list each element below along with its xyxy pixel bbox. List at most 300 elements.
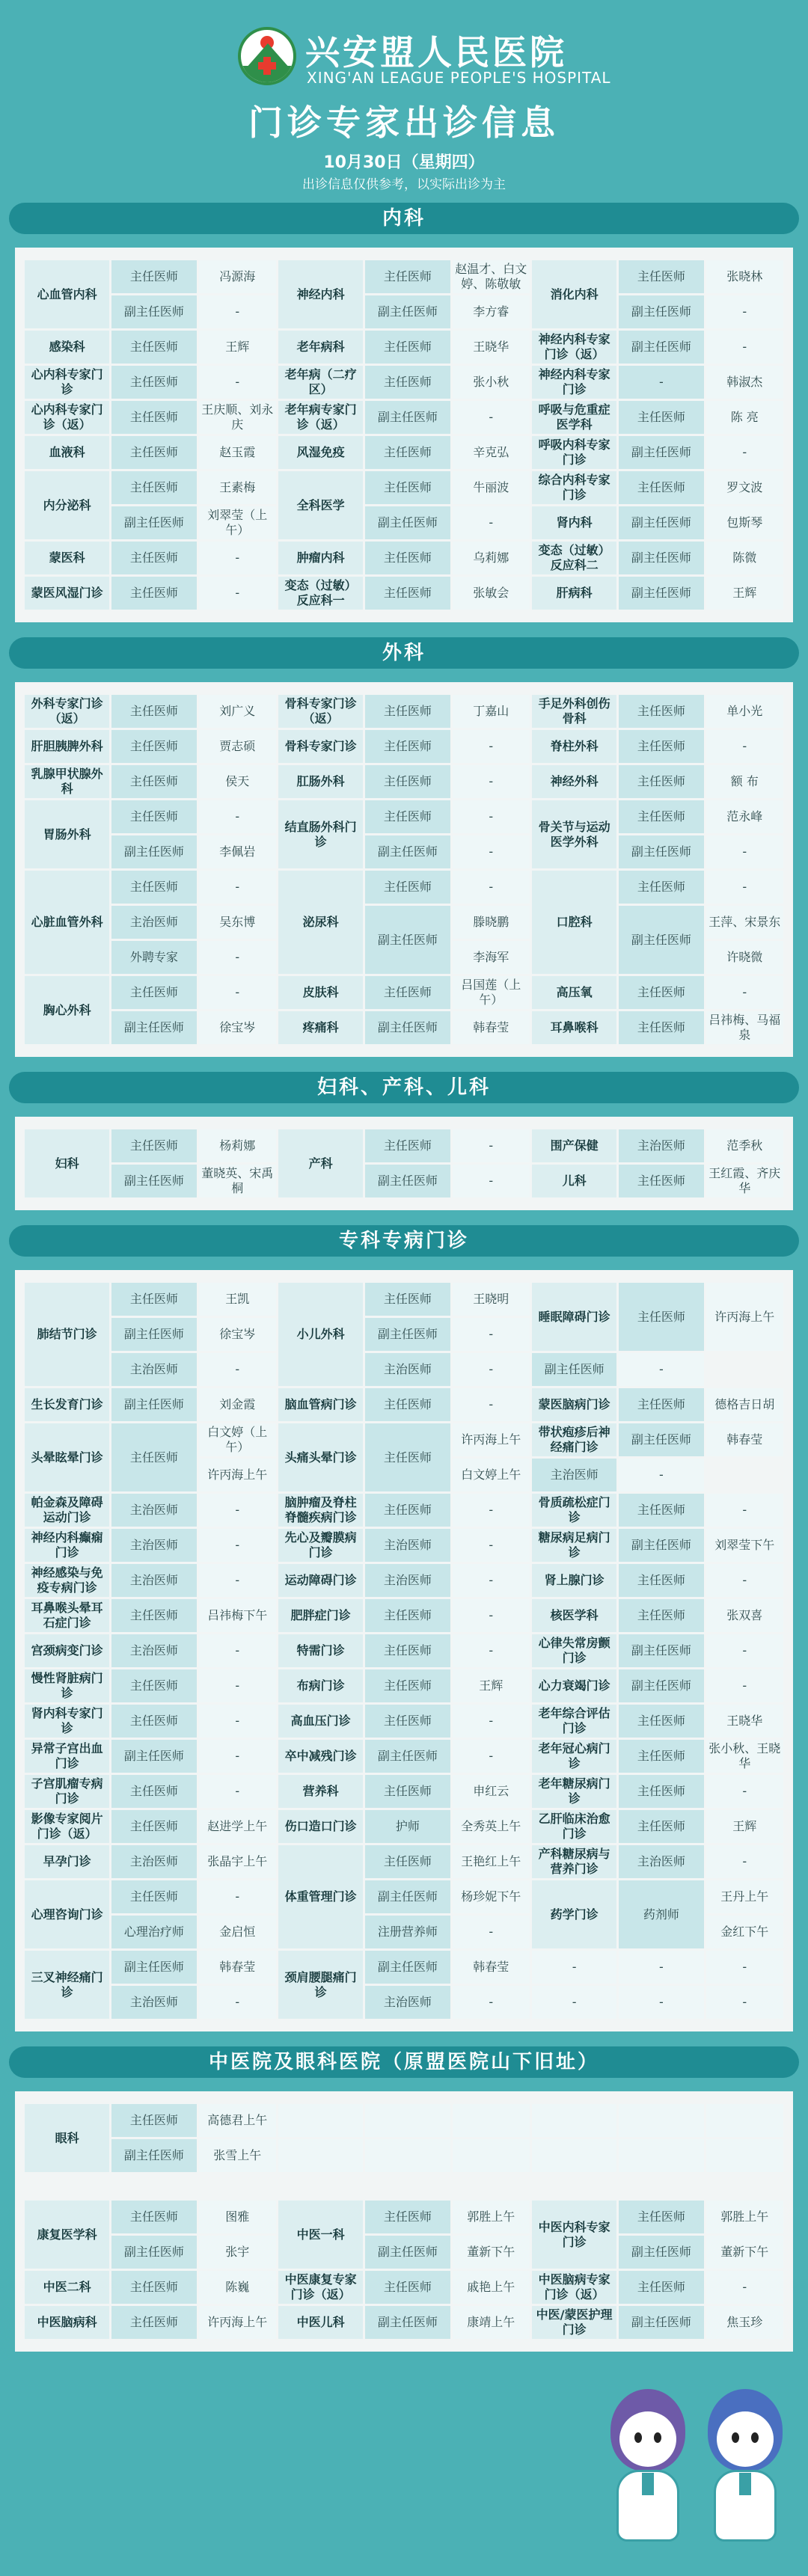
doctor-title-cell: 主任医师	[111, 2201, 196, 2233]
doctor-title-cell: 副主任医师	[111, 1388, 196, 1421]
empty-cell	[706, 2104, 783, 2137]
table-row	[25, 1599, 783, 1632]
doctor-title-cell: 主任医师	[111, 1880, 196, 1913]
schedule-date: 10月30日（星期四）	[323, 153, 485, 172]
doctor-name-cell: -	[199, 1986, 276, 2019]
doctor-name-cell: 吕祎梅下午	[199, 1599, 276, 1632]
doctor-title-cell: 主任医师	[619, 1599, 703, 1632]
empty-cell	[453, 2139, 530, 2172]
doctor-name-cell: 单小光	[706, 695, 783, 728]
doctor-name-cell: -	[706, 331, 783, 364]
doctor-title-cell: 主任医师	[365, 1283, 450, 1316]
doctor-title-cell: 副主任医师	[365, 1880, 450, 1913]
doctor-title-cell: 主任医师	[111, 1705, 196, 1738]
doctor-name-cell: 乌莉娜	[453, 542, 530, 574]
table-row	[25, 1880, 783, 1913]
doctor-name-cell: 陈微	[706, 542, 783, 574]
doctor-name-cell: -	[706, 295, 783, 328]
department-cell: 心律失常房颤门诊	[532, 1634, 616, 1667]
doctor-title-cell: 主治医师	[111, 1564, 196, 1597]
doctor-name-cell: -	[619, 1353, 703, 1386]
empty-cell	[365, 2139, 450, 2172]
department-cell: 三叉神经痛门诊	[25, 1951, 109, 2019]
table-row	[25, 1564, 783, 1597]
table-row	[25, 2174, 783, 2198]
doctor-name-cell: 李佩岩	[199, 835, 276, 868]
table-row	[25, 295, 783, 328]
department-cell: 消化内科	[532, 260, 616, 328]
doctor-title-cell: 主任医师	[365, 1775, 450, 1808]
table-row	[25, 1740, 783, 1773]
doctor-title-cell: 主任医师	[111, 331, 196, 364]
doctor-name-cell: 吕祎梅、马福泉	[706, 1011, 783, 1044]
doctor-title-cell: 主任医师	[619, 1740, 703, 1773]
empty-cell	[619, 2139, 703, 2172]
doctor-title-cell: 主任医师	[111, 2271, 196, 2304]
doctor-name-cell: -	[453, 1165, 530, 1197]
table-row	[25, 1951, 783, 1984]
doctor-title-cell: 主任医师	[365, 800, 450, 833]
section-header: 中医院及眼科医院（原盟医院山下旧址）	[9, 2046, 799, 2078]
doctor-title-cell: 副主任医师	[365, 401, 450, 434]
department-cell: 神经内科癫痫门诊	[25, 1529, 109, 1562]
doctor-name-cell: -	[199, 1740, 276, 1773]
doctor-name-cell: -	[453, 1494, 530, 1527]
section-header: 妇科、产科、儿科	[9, 1072, 799, 1103]
department-cell: 变态（过敏）反应科二	[532, 542, 616, 574]
doctor-title-cell: 主任医师	[619, 765, 703, 798]
doctor-name-cell: -	[619, 1951, 703, 1984]
hospital-name-en: XING'AN LEAGUE PEOPLE'S HOSPITAL	[307, 69, 611, 87]
doctor-title-cell: 副主任医师	[111, 1165, 196, 1197]
doctor-name-cell: 张敏会	[453, 577, 530, 610]
table-row	[25, 542, 783, 574]
department-cell: 胃肠外科	[25, 800, 109, 868]
department-cell: 肾内科专家门诊	[25, 1705, 109, 1738]
doctor-title-cell: 主任医师	[111, 1775, 196, 1808]
doctor-title-cell: 主任医师	[365, 1388, 450, 1421]
doctor-name-cell: 王辉	[706, 577, 783, 610]
doctor-title-cell: 主治医师	[365, 1564, 450, 1597]
doctor-title-cell: 主任医师	[111, 976, 196, 1009]
doctor-title-cell: 主任医师	[111, 471, 196, 504]
doctor-title-cell: 主任医师	[111, 1129, 196, 1162]
department-cell: 头痛头晕门诊	[278, 1423, 363, 1491]
doctor-name-cell: 王辉	[706, 1810, 783, 1843]
doctor-name-cell: 辛克弘	[453, 436, 530, 469]
department-cell: 内分泌科	[25, 471, 109, 539]
doctor-title-cell: 主治医师	[532, 1459, 616, 1491]
department-cell: 脑血管病门诊	[278, 1388, 363, 1421]
department-cell: 皮肤科	[278, 976, 363, 1009]
doctor-title-cell: 主任医师	[619, 471, 703, 504]
empty-cell	[278, 2104, 363, 2137]
doctor-title-cell: 主任医师	[619, 1564, 703, 1597]
doctor-name-cell: 徐宝岑	[199, 1318, 276, 1351]
doctor-title-cell: 副主任医师	[619, 1634, 703, 1667]
doctor-title-cell: 副主任医师	[111, 2139, 196, 2172]
department-cell: 老年病科	[278, 331, 363, 364]
department-cell: 蒙医脑病门诊	[532, 1388, 616, 1421]
doctor-name-cell: -	[453, 1740, 530, 1773]
department-cell: 先心及瓣膜病门诊	[278, 1529, 363, 1562]
table-row	[25, 1669, 783, 1702]
doctor-title-cell: 副主任医师	[619, 506, 703, 539]
department-cell: 骨科专家门诊（返）	[278, 695, 363, 728]
table-row	[25, 436, 783, 469]
doctor-title-cell: 副主任医师	[365, 835, 450, 868]
doctor-name-cell: 韩春莹	[453, 1951, 530, 1984]
department-cell: 帕金森及障碍运动门诊	[25, 1494, 109, 1527]
department-cell: 骨科专家门诊	[278, 730, 363, 763]
department-cell: 肾内科	[532, 506, 616, 539]
department-cell: 眼科	[25, 2104, 109, 2172]
doctor-name-cell: -	[199, 1529, 276, 1562]
doctor-name-cell: 额 布	[706, 765, 783, 798]
doctor-name-cell: 王晓华	[706, 1705, 783, 1738]
doctor-title-cell: 主任医师	[365, 765, 450, 798]
doctor-name-cell: 李海军	[453, 941, 530, 974]
department-cell: 心血管内科	[25, 260, 109, 328]
department-cell: 神经内科专家门诊（返）	[532, 331, 616, 364]
table-row	[25, 1845, 783, 1878]
doctor-title-cell: 副主任医师	[619, 1669, 703, 1702]
department-cell: 神经外科	[532, 765, 616, 798]
doctor-title-cell: 主任医师	[111, 1669, 196, 1702]
table-row	[25, 1529, 783, 1562]
schedule-table	[22, 258, 786, 612]
doctor-title-cell: 主任医师	[619, 2271, 703, 2304]
hospital-name: 兴安盟人民医院	[305, 32, 567, 73]
doctor-name-cell: -	[706, 1494, 783, 1527]
doctor-name-cell: 张宇	[199, 2236, 276, 2269]
doctor-name-cell: -	[706, 1986, 783, 2019]
doctor-title-cell: 主任医师	[619, 1165, 703, 1197]
doctor-name-cell: 焦玉珍	[706, 2306, 783, 2339]
doctor-name-cell: 包斯琴	[706, 506, 783, 539]
doctor-title-cell: 主任医师	[111, 1283, 196, 1316]
doctor-name-cell: 王艳红上午	[453, 1845, 530, 1878]
doctor-name-cell: -	[706, 835, 783, 868]
doctor-name-cell: 贾志硕	[199, 730, 276, 763]
doctor-name-cell: 韩春莹	[706, 1423, 783, 1456]
schedule-note: 出诊信息仅供参考，以实际出诊为主	[302, 177, 506, 192]
department-cell: 胸心外科	[25, 976, 109, 1044]
doctor-title-cell: 主任医师	[365, 577, 450, 610]
department-cell: 神经内科	[278, 260, 363, 328]
empty-cell	[453, 2104, 530, 2137]
table-row	[25, 471, 783, 504]
department-cell: 中医脑病专家门诊（返）	[532, 2271, 616, 2304]
table-row	[25, 2104, 783, 2137]
department-cell: 中医脑病科	[25, 2306, 109, 2339]
department-cell: 心脏血管外科	[25, 871, 109, 974]
doctor-name-cell: 图雅	[199, 2201, 276, 2233]
doctor-title-cell: 副主任医师	[365, 1011, 450, 1044]
doctor-title-cell: 主治医师	[111, 1494, 196, 1527]
department-cell: 营养科	[278, 1775, 363, 1808]
empty-cell	[278, 2139, 363, 2172]
department-cell: 肺结节门诊	[25, 1283, 109, 1386]
table-row	[25, 331, 783, 364]
department-cell: 脊柱外科	[532, 730, 616, 763]
doctor-title-cell: 主任医师	[619, 1810, 703, 1843]
department-cell: 综合内科专家门诊	[532, 471, 616, 504]
doctor-name-cell: -	[199, 1775, 276, 1808]
empty-cell	[706, 2139, 783, 2172]
doctor-title-cell: 主任医师	[365, 730, 450, 763]
doctor-title-cell: 主任医师	[619, 730, 703, 763]
department-cell: 感染科	[25, 331, 109, 364]
doctor-title-cell: 主任医师	[365, 871, 450, 904]
schedule-panel	[15, 682, 793, 1057]
doctor-name-cell: -	[453, 765, 530, 798]
table-row	[25, 1283, 783, 1316]
department-cell: 带状疱疹后神经痛门诊	[532, 1423, 616, 1456]
doctor-title-cell: 主任医师	[619, 800, 703, 833]
schedule-table	[22, 2102, 786, 2341]
doctor-title-cell: 副主任医师	[365, 1951, 450, 1984]
doctor-title-cell: 主治医师	[365, 1986, 450, 2019]
department-cell: 中医/蒙医护理门诊	[532, 2306, 616, 2339]
doctor-name-cell: 李方睿	[453, 295, 530, 328]
doctor-name-cell: 白文婷上午	[453, 1459, 530, 1491]
department-cell: 老年病专家门诊（返）	[278, 401, 363, 434]
doctor-name-cell: -	[706, 1845, 783, 1878]
table-row	[25, 1810, 783, 1843]
table-row	[25, 800, 783, 833]
table-row	[25, 366, 783, 399]
doctor-name-cell: -	[199, 871, 276, 904]
doctor-name-cell: 张小秋	[453, 366, 530, 399]
department-cell: 蒙医风湿门诊	[25, 577, 109, 610]
department-cell: 老年病（二疗区）	[278, 366, 363, 399]
mascot-doctor-icon	[603, 2389, 693, 2546]
doctor-title-cell: 主任医师	[619, 401, 703, 434]
doctor-name-cell: 王晓华	[453, 331, 530, 364]
doctor-name-cell: 韩春莹	[453, 1011, 530, 1044]
table-row	[25, 401, 783, 434]
doctor-name-cell: -	[199, 1634, 276, 1667]
doctor-name-cell: 郭胜上午	[706, 2201, 783, 2233]
doctor-name-cell: 王晓明	[453, 1283, 530, 1316]
table-row	[25, 260, 783, 293]
doctor-name-cell: 刘翠莹下午	[706, 1529, 783, 1562]
doctor-name-cell: -	[619, 1986, 703, 2019]
doctor-name-cell: 王萍、宋景东	[706, 906, 783, 939]
doctor-title-cell: 主任医师	[365, 436, 450, 469]
doctor-title-cell: 副主任医师	[365, 1740, 450, 1773]
department-cell: 手足外科创伤骨科	[532, 695, 616, 728]
department-cell: 糖尿病足病门诊	[532, 1529, 616, 1562]
department-cell: 乳腺甲状腺外科	[25, 765, 109, 798]
department-cell: 中医内科专家门诊	[532, 2201, 616, 2269]
doctor-title-cell: 主治医师	[111, 1986, 196, 2019]
doctor-name-cell: -	[199, 976, 276, 1009]
doctor-title-cell: 主任医师	[365, 2201, 450, 2233]
doctor-title-cell: 主治医师	[111, 906, 196, 939]
doctor-title-cell: 主任医师	[619, 976, 703, 1009]
doctor-name-cell: -	[453, 1705, 530, 1738]
doctor-name-cell: -	[706, 976, 783, 1009]
doctor-name-cell: -	[706, 1634, 783, 1667]
doctor-title-cell: 主任医师	[365, 2271, 450, 2304]
doctor-name-cell: -	[532, 1986, 616, 2019]
doctor-name-cell: 许丙海上午	[199, 1459, 276, 1491]
doctor-name-cell: 陈 亮	[706, 401, 783, 434]
doctor-name-cell: 郭胜上午	[453, 2201, 530, 2233]
department-cell: 心内科专家门诊（返）	[25, 401, 109, 434]
schedule-panel	[15, 1117, 793, 1210]
doctor-name-cell: 许丙海上午	[706, 1283, 783, 1351]
department-cell: 早孕门诊	[25, 1845, 109, 1878]
table-row	[25, 730, 783, 763]
department-cell: 体重管理门诊	[278, 1845, 363, 1948]
department-cell: 运动障碍门诊	[278, 1564, 363, 1597]
department-cell: 肾上腺门诊	[532, 1564, 616, 1597]
doctor-name-cell: -	[706, 1564, 783, 1597]
doctor-title-cell: 主任医师	[111, 2306, 196, 2339]
department-cell: 乙肝临床治愈门诊	[532, 1810, 616, 1843]
doctor-name-cell: 德格吉日胡	[706, 1388, 783, 1421]
table-row	[25, 1986, 783, 2019]
department-cell: 妇科	[25, 1129, 109, 1197]
department-cell: 伤口造口门诊	[278, 1810, 363, 1843]
footer	[0, 2367, 808, 2561]
doctor-name-cell: -	[199, 1564, 276, 1597]
doctor-title-cell: 副主任医师	[619, 906, 703, 974]
doctor-title-cell: 副主任医师	[365, 295, 450, 328]
table-row	[25, 1129, 783, 1162]
doctor-title-cell: 副主任医师	[111, 295, 196, 328]
doctor-name-cell: 张小秋、王晓华	[706, 1740, 783, 1773]
doctor-title-cell: 副主任医师	[619, 436, 703, 469]
department-cell: 蒙医科	[25, 542, 109, 574]
schedule-table	[22, 1281, 786, 2021]
department-cell: 肥胖症门诊	[278, 1599, 363, 1632]
doctor-title-cell: 副主任医师	[619, 835, 703, 868]
doctor-name-cell: 刘翠莹（上午）	[199, 506, 276, 539]
doctor-title-cell: 副主任医师	[365, 506, 450, 539]
table-row	[25, 1775, 783, 1808]
doctor-name-cell: 董晓英、宋禹桐	[199, 1165, 276, 1197]
doctor-name-cell: 白文婷（上午）	[199, 1423, 276, 1456]
doctor-title-cell: 副主任医师	[111, 1951, 196, 1984]
doctor-title-cell: 主任医师	[111, 260, 196, 293]
doctor-title-cell: 主任医师	[619, 1494, 703, 1527]
doctor-name-cell: -	[453, 1388, 530, 1421]
doctor-title-cell: 主任医师	[365, 1705, 450, 1738]
doctor-title-cell: 主治医师	[111, 1353, 196, 1386]
doctor-title-cell: 副主任医师	[111, 835, 196, 868]
doctor-title-cell: 主治医师	[111, 1845, 196, 1878]
doctor-name-cell: 金红下午	[706, 1916, 783, 1948]
department-cell: 呼吸与危重症医学科	[532, 401, 616, 434]
doctor-name-cell: -	[706, 871, 783, 904]
doctor-name-cell: -	[199, 1669, 276, 1702]
doctor-name-cell: -	[199, 542, 276, 574]
doctor-name-cell: -	[199, 366, 276, 399]
doctor-title-cell: 副主任医师	[619, 2306, 703, 2339]
doctor-name-cell: 陈巍	[199, 2271, 276, 2304]
doctor-title-cell: 主任医师	[619, 871, 703, 904]
doctor-title-cell: 副主任医师	[111, 2236, 196, 2269]
mascot-nurse-icon	[700, 2389, 790, 2546]
table-row	[25, 2271, 783, 2304]
department-cell: 结直肠外科门诊	[278, 800, 363, 868]
doctor-name-cell: 刘金霞	[199, 1388, 276, 1421]
doctor-title-cell: 心理治疗师	[111, 1916, 196, 1948]
table-row	[25, 871, 783, 904]
department-cell: 外科专家门诊（返）	[25, 695, 109, 728]
table-row	[25, 1011, 783, 1044]
doctor-title-cell: 副主任医师	[532, 1353, 616, 1386]
table-row	[25, 835, 783, 868]
department-cell: 脑肿瘤及脊柱脊髓疾病门诊	[278, 1494, 363, 1527]
department-cell: 围产保健	[532, 1129, 616, 1162]
page-title: 门诊专家出诊信息	[248, 102, 560, 143]
doctor-name-cell: 韩春莹	[199, 1951, 276, 1984]
department-cell: 慢性肾脏病门诊	[25, 1669, 109, 1702]
header	[0, 0, 808, 198]
doctor-title-cell: 主任医师	[111, 800, 196, 833]
doctor-title-cell: 主任医师	[111, 577, 196, 610]
doctor-name-cell: 杨莉娜	[199, 1129, 276, 1162]
sections-container	[0, 203, 808, 2352]
doctor-title-cell: 主任医师	[619, 695, 703, 728]
doctor-name-cell: 范季秋	[706, 1129, 783, 1162]
department-cell: 中医一科	[278, 2201, 363, 2269]
doctor-name-cell: -	[199, 577, 276, 610]
doctor-name-cell: -	[453, 1129, 530, 1162]
doctor-title-cell: 主治医师	[111, 1529, 196, 1562]
doctor-title-cell: 主任医师	[619, 1283, 703, 1351]
table-row	[25, 1634, 783, 1667]
doctor-name-cell: 丁嘉山	[453, 695, 530, 728]
doctor-name-cell: 许丙海上午	[199, 2306, 276, 2339]
doctor-title-cell: 外聘专家	[111, 941, 196, 974]
doctor-title-cell: 主任医师	[365, 976, 450, 1009]
empty-cell	[619, 2104, 703, 2137]
department-cell: 老年糖尿病门诊	[532, 1775, 616, 1808]
doctor-title-cell: 主任医师	[111, 765, 196, 798]
department-cell: 骨质疏松症门诊	[532, 1494, 616, 1527]
department-cell: 子宫肌瘤专病门诊	[25, 1775, 109, 1808]
section-header: 外科	[9, 637, 799, 669]
department-cell: 颈肩腰腿痛门诊	[278, 1951, 363, 2019]
department-cell: 卒中减残门诊	[278, 1740, 363, 1773]
doctor-title-cell: 主治医师	[365, 1353, 450, 1386]
doctor-name-cell: -	[706, 436, 783, 469]
empty-cell	[532, 2104, 616, 2137]
doctor-title-cell: 主任医师	[619, 1705, 703, 1738]
doctor-name-cell: -	[453, 1986, 530, 2019]
empty-cell	[532, 2139, 616, 2172]
doctor-name-cell: 侯天	[199, 765, 276, 798]
doctor-title-cell: 副主任医师	[365, 2236, 450, 2269]
schedule-panel	[15, 2091, 793, 2352]
doctor-title-cell: 主任医师	[365, 1669, 450, 1702]
doctor-title-cell: 主任医师	[619, 2201, 703, 2233]
doctor-title-cell: 注册营养师	[365, 1916, 450, 1948]
logo-row	[0, 22, 808, 90]
department-cell: 中医康复专家门诊（返）	[278, 2271, 363, 2304]
department-cell: 泌尿科	[278, 871, 363, 974]
doctor-title-cell: 药剂师	[619, 1880, 703, 1948]
doctor-name-cell: 赵进学上午	[199, 1810, 276, 1843]
doctor-title-cell: 主任医师	[365, 1599, 450, 1632]
department-cell: 口腔科	[532, 871, 616, 974]
